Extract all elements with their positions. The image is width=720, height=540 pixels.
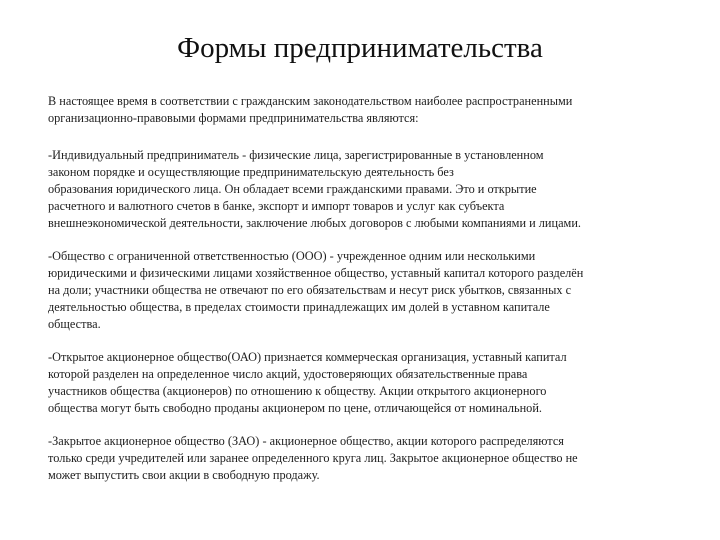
paragraph-closed-joint-stock: -Закрытое акционерное общество (ЗАО) - акционерное общество, акции которого распределяются только среди учредителей или заранее определенного круга лиц. Закрытое акционерное общество не может выпустить свои акции в свободную продажу.: [48, 434, 578, 482]
paragraph-open-joint-stock: -Открытое акционерное общество(ОАО) признается коммерческая организация, уставный капитал которой разделен на определенное число акций, удостоверяющих обязательственные права участников общества (акционеров) по отношению к обществу. Акции открытого акционерного общества могут быть свободно проданы акционером по цене, отличающейся от номинальной.: [48, 350, 567, 415]
intro-paragraph: В настоящее время в соответствии с гражданским законодательством наиболее распространенными организационно-правовыми формами предпринимательства являются:: [48, 94, 573, 125]
paragraph-llc: -Общество с ограниченной ответственностью (ООО) - учрежденное одним или несколькими юридическими и физическими лицами хозяйственное общество, уставный капитал которого разделён на доли; участники общества не отвечают по его обязательствам и несут риск убытков, связанных с деятельностью общества, в пределах стоимости принадлежащих им долей в уставном капитале общества.: [48, 249, 584, 331]
slide-body: [48, 93, 672, 484]
slide-title: Формы предпринимательства: [177, 32, 543, 64]
paragraph-individual-entrepreneur: -Индивидуальный предприниматель - физические лица, зарегистрированные в установленном законом порядке и осуществляющие предпринимательскую деятельность без образования юридического лица. Он обладает всеми гражданскими правами. Это и открытие расчетного и валютного счетов в банке, экспорт и импорт товаров и услуг как субъекта внешнеэкономической деятельности, заключение любых договоров с любыми компаниями и лицами.: [48, 148, 581, 230]
